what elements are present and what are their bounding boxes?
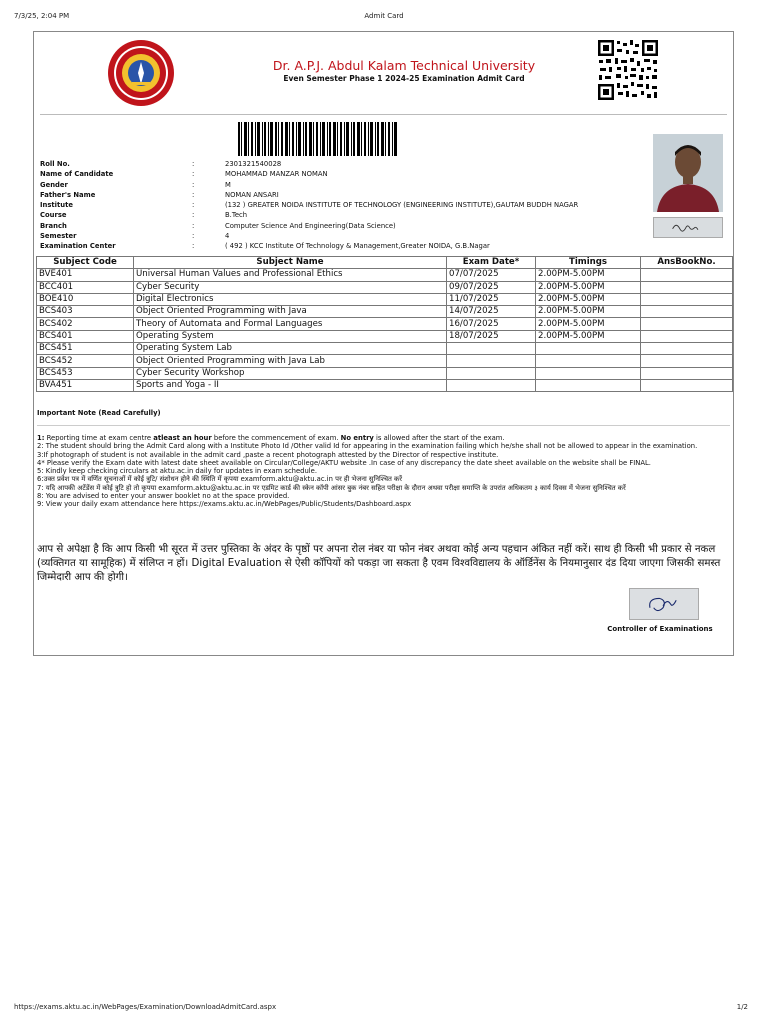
exam-date: 07/07/2025: [447, 269, 536, 281]
print-datetime: 7/3/25, 2:04 PM: [14, 12, 70, 20]
ans-book-no: [641, 293, 733, 305]
note-8: 8: You are advised to enter your answer booklet no at the space provided.: [37, 492, 290, 501]
note-text: is allowed after the start of the exam.: [373, 434, 505, 442]
note-3: 3:If photograph of student is not available in the admit card ,paste a recent photograph attested by the Director of respective institute.: [37, 450, 499, 459]
exam-date: 09/07/2025: [447, 281, 536, 293]
subject-name: Object Oriented Programming with Java: [134, 306, 447, 318]
exam-subtitle: Even Semester Phase 1 2024-25 Examination Admit Card: [283, 74, 525, 83]
detail-separator: :: [192, 201, 195, 210]
note-2: 2: The student should bring the Admit Card along with a Institute Photo Id /Other valid Id for appearing in the examination failing which he/she shall not be allowed to appear in the examination.: [37, 442, 698, 451]
table-row: [37, 343, 733, 355]
table-row: [37, 379, 733, 391]
note-emphasis: atleast an hour: [153, 434, 212, 442]
branch: Computer Science And Engineering(Data Science): [225, 221, 396, 230]
ans-book-no: [641, 269, 733, 281]
subject-code: BCS452: [37, 355, 134, 367]
ans-book-no: [641, 281, 733, 293]
column-header: Timings: [536, 257, 641, 269]
column-header: Subject Name: [134, 257, 447, 269]
barcode-icon: [238, 122, 398, 156]
detail-separator: :: [192, 232, 195, 241]
exam-date: [447, 355, 536, 367]
note-text: Reporting time at exam centre: [44, 434, 154, 442]
subject-code: BCS401: [37, 330, 134, 342]
university-heading: [184, 58, 624, 83]
university-name: Dr. A.P.J. Abdul Kalam Technical University: [272, 58, 536, 73]
subject-code: BCS453: [37, 367, 134, 379]
table-row: [37, 355, 733, 367]
subject-name: Universal Human Values and Professional Ethics: [134, 269, 447, 281]
note-number: 1:: [37, 434, 45, 442]
detail-label: Name of Candidate: [40, 170, 114, 179]
candidate-photo-icon: [653, 134, 723, 212]
subject-code: BVE401: [37, 269, 134, 281]
notes-divider: [37, 425, 730, 426]
ans-book-no: [641, 318, 733, 330]
subject-code: BCS403: [37, 306, 134, 318]
print-footer: [14, 1003, 754, 1013]
qr-code-icon: [597, 39, 659, 101]
note-text: before the commencement of exam.: [211, 434, 341, 442]
exam-date: [447, 343, 536, 355]
timings: 2.00PM-5.00PM: [536, 306, 641, 318]
detail-label: Father's Name: [40, 190, 96, 199]
detail-label: Roll No.: [40, 160, 70, 168]
subject-name: Object Oriented Programming with Java Lab: [134, 355, 447, 367]
timings: 2.00PM-5.00PM: [536, 330, 641, 342]
column-header: Exam Date*: [447, 257, 536, 269]
semester: 4: [225, 232, 230, 241]
table-row: [37, 281, 733, 293]
print-title: Admit Card: [364, 12, 404, 20]
detail-separator: :: [192, 170, 195, 179]
detail-separator: :: [192, 190, 195, 199]
exam-date: 16/07/2025: [447, 318, 536, 330]
subject-name: Cyber Security Workshop: [134, 367, 447, 379]
detail-separator: :: [192, 160, 195, 168]
subject-name: Theory of Automata and Formal Languages: [134, 318, 447, 330]
controller-signature-icon: [629, 588, 699, 620]
important-note-title: Important Note (Read Carefully): [37, 409, 161, 417]
detail-separator: :: [192, 180, 195, 189]
timings: 2.00PM-5.00PM: [536, 281, 641, 293]
note-4: 4* Please verify the Exam date with latest date sheet available on Circular/College/AKTU website .In case of any discrepancy the date sheet available on the website shall be FINAL.: [37, 458, 651, 467]
subject-name: Operating System Lab: [134, 343, 447, 355]
note-9: 9: View your daily exam attendance here https://exams.aktu.ac.in/WebPages/Public/Students/Dashboard.aspx: [37, 500, 412, 509]
subject-name: Digital Electronics: [134, 293, 447, 305]
table-row: [37, 293, 733, 305]
timings: [536, 367, 641, 379]
note-1: [37, 434, 717, 442]
table-row: [37, 306, 733, 318]
detail-separator: :: [192, 211, 195, 220]
print-page-number: 1/2: [736, 1003, 748, 1011]
ans-book-no: [641, 355, 733, 367]
header-divider: [40, 114, 727, 115]
timings: 2.00PM-5.00PM: [536, 318, 641, 330]
detail-separator: :: [192, 242, 195, 251]
subjects-table: [36, 256, 733, 392]
table-row: [37, 367, 733, 379]
detail-label: Semester: [40, 232, 77, 241]
exam-date: [447, 379, 536, 391]
timings: 2.00PM-5.00PM: [536, 269, 641, 281]
column-header: AnsBookNo.: [641, 257, 733, 269]
column-header: Subject Code: [37, 257, 134, 269]
table-header-row: [37, 257, 733, 269]
timings: [536, 355, 641, 367]
timings: 2.00PM-5.00PM: [536, 293, 641, 305]
candidate-signature-icon: [653, 217, 723, 238]
timings: [536, 343, 641, 355]
ans-book-no: [641, 379, 733, 391]
table-row: [37, 318, 733, 330]
subject-code: BCS451: [37, 343, 134, 355]
ans-book-no: [641, 367, 733, 379]
table-row: [37, 269, 733, 281]
subject-name: Sports and Yoga - II: [134, 379, 447, 391]
subject-name: Cyber Security: [134, 281, 447, 293]
subject-name: Operating System: [134, 330, 447, 342]
hindi-warning: आप से अपेक्षा है कि आप किसी भी सूरत में उत्तर पुस्तिका के अंदर के पृष्ठों पर अपना रोल नंबर या फोन नंबर अथवा कोई अन्य पहचान अंकित नहीं करें। साथ ही किसी भी प्रकार से नकल (व्यक्तिगत या सामूहिक) में संलिप्त न हों। Digital Evaluation से ऐसी कॉपियों को पकड़ा जा सकता है एवम विश्वविद्यालय के ऑर्डिनेंस के नियमानुसार दंड दिया जाएगा जिसकी समस्त जिम्मेदारी आप की होगी।: [37, 544, 721, 584]
candidate-name: MOHAMMAD MANZAR NOMAN: [225, 170, 328, 179]
detail-label: Institute: [40, 201, 73, 210]
subject-code: BCC401: [37, 281, 134, 293]
note-6: 6:उक्त प्रवेश पत्र में वर्णित सूचनाओं में कोई त्रुटि/ संशोधन होने की स्थिति में कृपया examform.aktu@aktu.ac.in पर ही भेजना सुनिश्चित करें: [37, 475, 403, 484]
exam-date: 18/07/2025: [447, 330, 536, 342]
note-emphasis: No entry: [340, 434, 374, 442]
print-header: [14, 12, 754, 22]
exam-date: [447, 367, 536, 379]
admit-card: [33, 31, 734, 656]
controller-label: Controller of Examinations: [607, 625, 713, 633]
subject-code: BOE410: [37, 293, 134, 305]
table-row: [37, 330, 733, 342]
course: B.Tech: [225, 211, 248, 220]
exam-date: 14/07/2025: [447, 306, 536, 318]
detail-label: Course: [40, 211, 67, 220]
detail-separator: :: [192, 221, 195, 230]
detail-label: Examination Center: [40, 242, 116, 251]
subject-code: BCS402: [37, 318, 134, 330]
exam-date: 11/07/2025: [447, 293, 536, 305]
note-5: 5: Kindly keep checking circulars at aktu.ac.in daily for updates in exam schedule.: [37, 467, 318, 476]
institute: (132 ) GREATER NOIDA INSTITUTE OF TECHNOLOGY (ENGINEERING INSTITUTE),GAUTAM BUDDH NAGAR: [225, 201, 579, 210]
roll-number: 2301321540028: [225, 160, 282, 168]
ans-book-no: [641, 330, 733, 342]
detail-label: Branch: [40, 221, 67, 230]
exam-center: ( 492 ) KCC Institute Of Technology & Management,Greater NOIDA, G.B.Nagar: [225, 242, 490, 251]
subject-code: BVA451: [37, 379, 134, 391]
note-7: 7: यदि आपकी अटेंडेंस में कोई त्रुटि हो तो कृपया examform.aktu@aktu.ac.in पर एडमिट कार्ड की स्केन कॉपी आंसर बुक नंबर सहित परीक्षा के दौरान अथवा परीक्षा समाप्ति के उपरांत अधिकतम ३ कार्य दिवस में भेजना सुनिश्चित करें: [37, 483, 626, 492]
ans-book-no: [641, 343, 733, 355]
print-url: https://exams.aktu.ac.in/WebPages/Examination/DownloadAdmitCard.aspx: [14, 1003, 277, 1011]
gender: M: [225, 180, 231, 189]
important-notes: [37, 434, 717, 509]
father-name: NOMAN ANSARI: [225, 190, 279, 199]
timings: [536, 379, 641, 391]
detail-label: Gender: [40, 180, 68, 189]
university-logo-icon: [106, 38, 176, 108]
ans-book-no: [641, 306, 733, 318]
